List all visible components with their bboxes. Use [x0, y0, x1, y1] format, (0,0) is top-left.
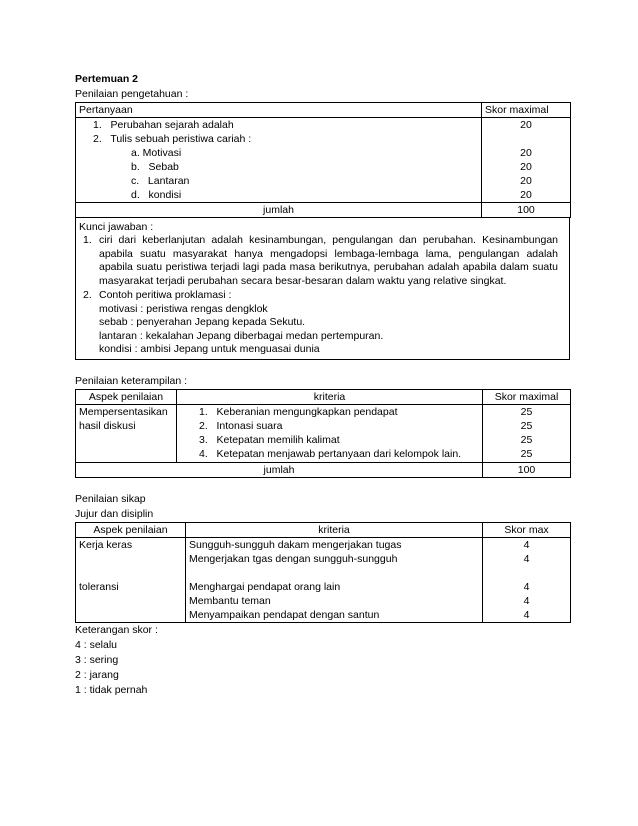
- score-1: 25: [520, 405, 533, 418]
- answer-2-motivasi: motivasi : peristiwa rengas dengklok: [99, 302, 268, 315]
- sikap-subheading: Jujur dan disiplin: [75, 507, 154, 520]
- question-1: 1. Perubahan sejarah adalah: [93, 119, 234, 131]
- sub-item-b: b. Sebab: [131, 161, 179, 173]
- total-label: jumlah: [76, 203, 482, 218]
- table-header-row: [76, 389, 571, 404]
- answer-1-text: ciri dari keberlanjutan adalah kesinambungan, pengulangan dan perubahan. Kesinambungan apabila suatu masyarakat hanya mengadopsi lembaga-lembaga lama, pengulangan adalah apabila suatu peristiwa terjadi lagi pada masa berikutnya, perubahan adalah apabila dalam suatu masyarakat terjadi perubahan secara besar-besaran dalam waktu yang relative singkat.: [99, 234, 558, 287]
- score-toleransi-2: 4: [523, 594, 530, 607]
- answer-2-kondisi: kondisi : ambisi Jepang untuk menguasai dunia: [99, 343, 320, 355]
- kunci-heading: Kunci jawaban :: [79, 221, 154, 233]
- kriteria-4: 4. Ketepatan menjawab pertanyaan dari kelompok lain.: [199, 447, 462, 460]
- col-header-skor: Skor max: [483, 522, 571, 537]
- keterangan-item: 2 : jarang: [75, 668, 119, 681]
- keterangan-item: 4 : selalu: [75, 638, 118, 651]
- keterangan-item: 1 : tidak pernah: [75, 683, 148, 696]
- keterampilan-heading: Penilaian keterampilan :: [75, 374, 188, 387]
- table-row: [76, 537, 571, 622]
- question-2: 2. Tulis sebuah peristiwa cariah :: [93, 133, 252, 145]
- table-header-row: [76, 103, 571, 118]
- score-kerja-keras-1: 4: [523, 538, 530, 551]
- kriteria-toleransi-1: Menghargai pendapat orang lain: [189, 580, 341, 593]
- pengetahuan-heading: Penilaian pengetahuan :: [75, 88, 189, 100]
- keterangan-heading: Keterangan skor :: [75, 623, 158, 636]
- col-header-skor: Skor maximal: [483, 389, 571, 404]
- score-a: 20: [520, 147, 532, 159]
- score-toleransi-3: 4: [523, 608, 530, 621]
- score-4: 25: [520, 447, 533, 460]
- pengetahuan-table: [75, 102, 571, 218]
- table-row: [76, 404, 571, 462]
- score-2: 25: [520, 419, 533, 432]
- kriteria-kerja-keras-2: Mengerjakan tgas dengan sungguh-sungguh: [189, 552, 398, 565]
- keterampilan-table: [75, 389, 571, 478]
- table-header-row: [76, 522, 571, 537]
- kriteria-2: 2. Intonasi suara: [199, 419, 283, 432]
- total-label: jumlah: [76, 462, 483, 477]
- col-header-skor: Skor maximal: [482, 103, 571, 118]
- score-kerja-keras-2: 4: [523, 552, 530, 565]
- answer-2-number: 2.: [83, 289, 92, 301]
- sikap-table: [75, 522, 571, 623]
- aspek-line-2: hasil diskusi: [79, 419, 136, 432]
- col-header-pertanyaan: Pertanyaan: [76, 103, 482, 118]
- answer-2-lantaran: lantaran : kekalahan Jepang diberbagai medan pertempuran.: [99, 329, 384, 342]
- score-c: 20: [520, 175, 532, 187]
- answer-1: [83, 234, 558, 288]
- answer-2-sebab: sebab : penyerahan Jepang kepada Sekutu.: [99, 316, 306, 328]
- aspek-line-1: Mempersentasikan: [79, 405, 168, 418]
- col-header-aspek: Aspek penilaian: [76, 522, 186, 537]
- answer-1-number: 1.: [83, 234, 92, 246]
- answer-2-text: Contoh peritiwa proklamasi :: [99, 289, 232, 301]
- col-header-kriteria: kriteria: [177, 389, 483, 404]
- total-row: [76, 462, 571, 477]
- keterangan-item: 3 : sering: [75, 653, 119, 666]
- total-value: 100: [483, 462, 571, 477]
- col-header-kriteria: kriteria: [186, 522, 483, 537]
- score-q1: 20: [520, 119, 532, 131]
- kriteria-toleransi-2: Membantu teman: [189, 594, 271, 607]
- document-page: [75, 72, 570, 698]
- aspek-toleransi: toleransi: [79, 580, 119, 593]
- kriteria-toleransi-3: Menyampaikan pendapat dengan santun: [189, 608, 380, 621]
- table-row: [76, 118, 571, 203]
- score-b: 20: [520, 161, 532, 173]
- sikap-heading: Penilaian sikap: [75, 492, 146, 505]
- score-3: 25: [520, 433, 533, 446]
- col-header-aspek: Aspek penilaian: [76, 389, 177, 404]
- score-toleransi-1: 4: [523, 580, 530, 593]
- kunci-jawaban-box: [75, 218, 570, 360]
- aspek-kerja-keras: Kerja keras: [79, 538, 133, 551]
- answer-2: [83, 289, 564, 357]
- page-title: Pertemuan 2: [75, 73, 139, 85]
- sub-item-a: a. Motivasi: [131, 147, 182, 159]
- sub-item-c: c. Lantaran: [131, 175, 190, 187]
- total-value: 100: [482, 203, 571, 218]
- kriteria-1: 1. Keberanian mengungkapkan pendapat: [199, 405, 398, 418]
- kriteria-kerja-keras-1: Sungguh-sungguh dakam mengerjakan tugas: [189, 538, 402, 551]
- kriteria-3: 3. Ketepatan memilih kalimat: [199, 433, 340, 446]
- sub-item-d: d. kondisi: [131, 189, 182, 201]
- total-row: [76, 203, 571, 218]
- score-d: 20: [520, 189, 532, 201]
